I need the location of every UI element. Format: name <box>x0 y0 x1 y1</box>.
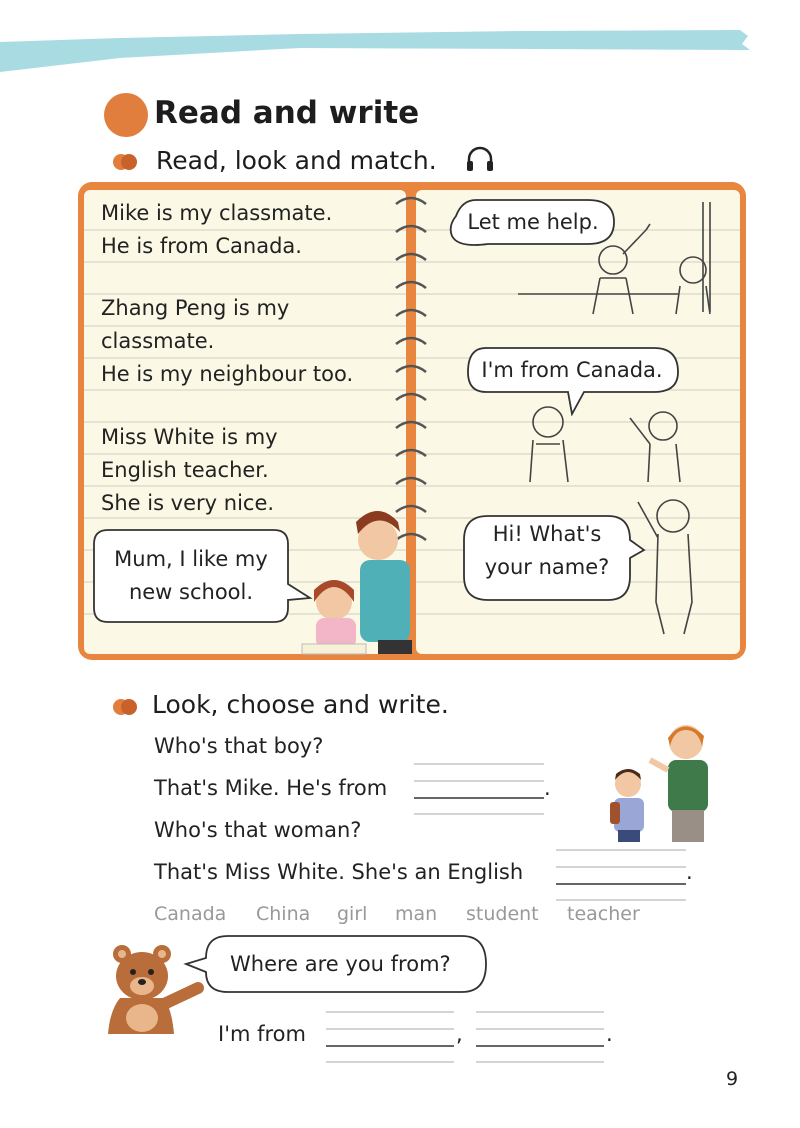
page-number: 9 <box>726 1068 739 1090</box>
bubble-line: new school. <box>128 580 254 604</box>
text-line: He is from Canada. <box>101 234 302 258</box>
paragraph-mike <box>101 197 332 263</box>
text-line: Zhang Peng is my <box>101 296 290 320</box>
text-line: Miss White is my <box>101 425 278 449</box>
instruction-look-choose-write: Look, choose and write. <box>152 690 449 719</box>
choice-word: teacher <box>567 903 640 925</box>
text-line: He is my neighbour too. <box>101 362 354 386</box>
top-banner <box>0 0 800 80</box>
question-1: Who's that boy? <box>154 734 324 758</box>
bubble-line: Mum, I like my <box>114 547 268 571</box>
boy-and-teacher-illustration <box>606 720 724 844</box>
bubble-let-me-help: Let me help. <box>467 210 599 234</box>
paragraph-miss-white <box>101 421 278 520</box>
answer-1-blank[interactable] <box>414 760 546 816</box>
bubble-whats-your-name <box>466 518 628 584</box>
answer-3-blank-country[interactable] <box>476 1008 606 1064</box>
answer-2-text: That's Miss White. She's an English <box>154 860 524 884</box>
choice-word: China <box>256 903 311 925</box>
choice-word: Canada <box>154 903 227 925</box>
mum-bubble-text <box>96 543 286 609</box>
headphones-icon[interactable] <box>464 144 496 174</box>
page-title: Read and write <box>154 95 420 131</box>
bear-question: Where are you from? <box>230 952 451 976</box>
answer-3-blank-city[interactable] <box>326 1008 456 1064</box>
answer-3-period: . <box>606 1022 613 1046</box>
choice-word: girl <box>337 903 368 925</box>
question-2: Who's that woman? <box>154 818 362 842</box>
paragraph-zhang-peng <box>101 292 353 391</box>
text-line: classmate. <box>101 329 215 353</box>
title-bullet <box>104 93 148 137</box>
bubble-line: your name? <box>484 555 610 579</box>
section-bullet-1 <box>112 152 140 172</box>
text-line: She is very nice. <box>101 491 275 515</box>
answer-1-period: . <box>544 776 551 800</box>
answer-2-period: . <box>686 860 693 884</box>
choice-word: man <box>395 903 438 925</box>
text-line: Mike is my classmate. <box>101 201 333 225</box>
answer-1-text: That's Mike. He's from <box>154 776 388 800</box>
answer-3-text: I'm from <box>218 1022 306 1046</box>
bubble-im-from-canada: I'm from Canada. <box>481 358 663 382</box>
answer-2-blank[interactable] <box>556 846 688 902</box>
bubble-line: Hi! What's <box>492 522 602 546</box>
answer-3-comma: , <box>456 1022 463 1046</box>
instruction-read-look-match: Read, look and match. <box>156 146 437 175</box>
text-line: English teacher. <box>101 458 269 482</box>
section-bullet-2 <box>112 697 140 717</box>
choice-word: student <box>466 903 539 925</box>
